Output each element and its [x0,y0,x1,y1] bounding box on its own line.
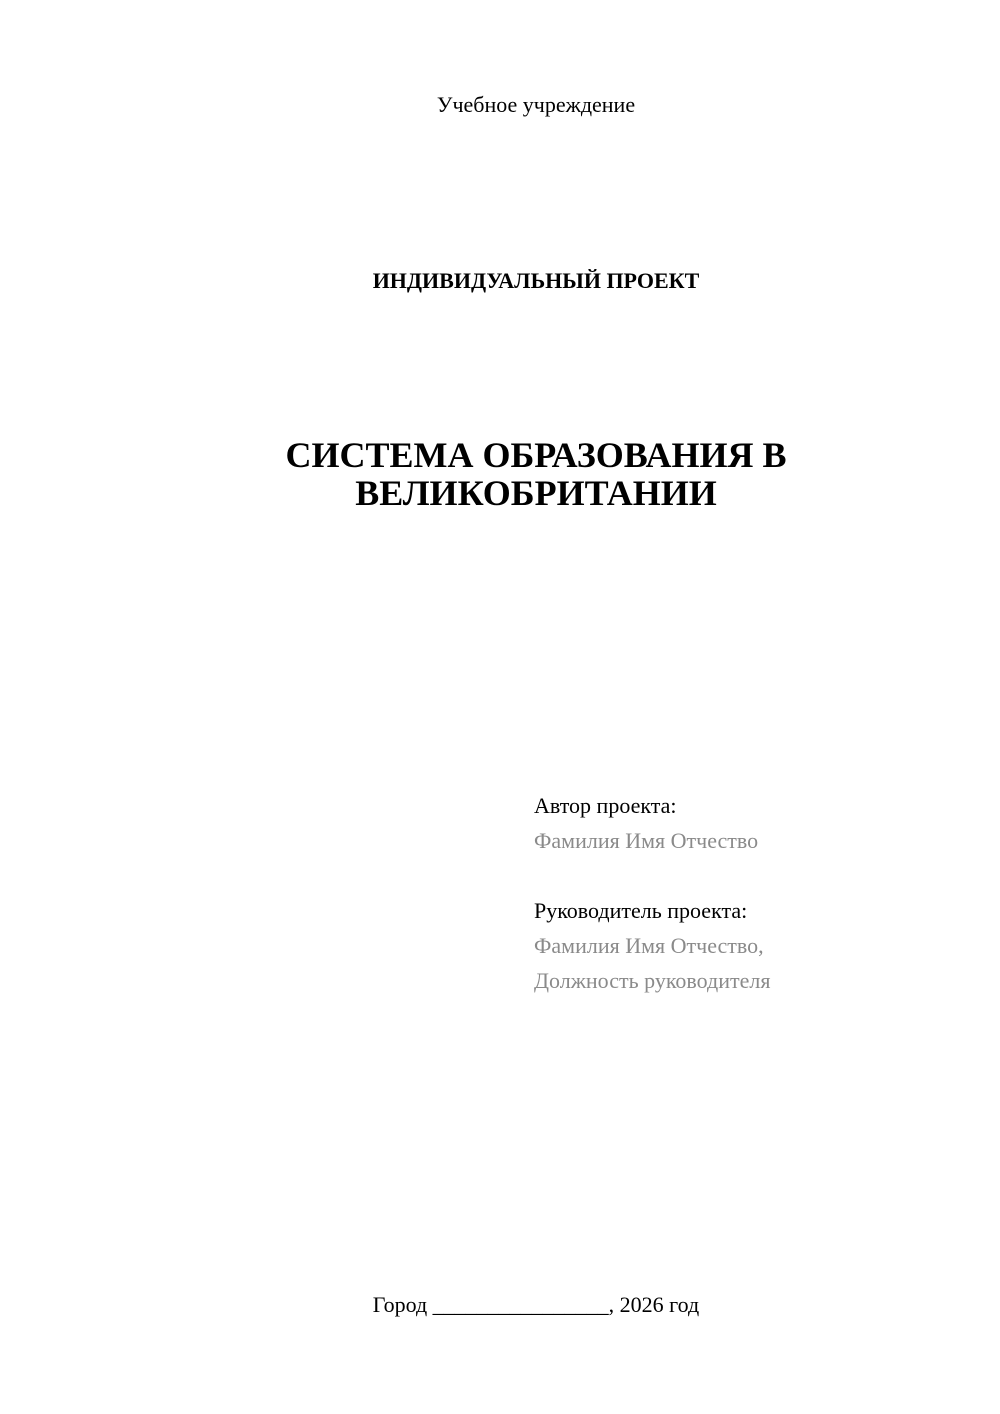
supervisor-name: Фамилия Имя Отчество, [534,933,764,958]
project-title [0,436,1000,512]
author-label: Автор проекта: [534,793,677,818]
credits-spacer [534,858,974,893]
credits-block [534,788,974,998]
project-title-line-1: СИСТЕМА ОБРАЗОВАНИЯ В [285,435,787,475]
institution-name: Учебное учреждение [436,92,636,117]
author-name: Фамилия Имя Отчество [534,828,759,853]
city-year-footer: Город ________________, 2026 год [372,1292,700,1317]
project-title-line-2: ВЕЛИКОБРИТАНИИ [355,473,717,513]
supervisor-label: Руководитель проекта: [534,898,748,923]
supervisor-position: Должность руководителя [534,968,771,993]
project-type-heading: ИНДИВИДУАЛЬНЫЙ ПРОЕКТ [372,268,700,293]
